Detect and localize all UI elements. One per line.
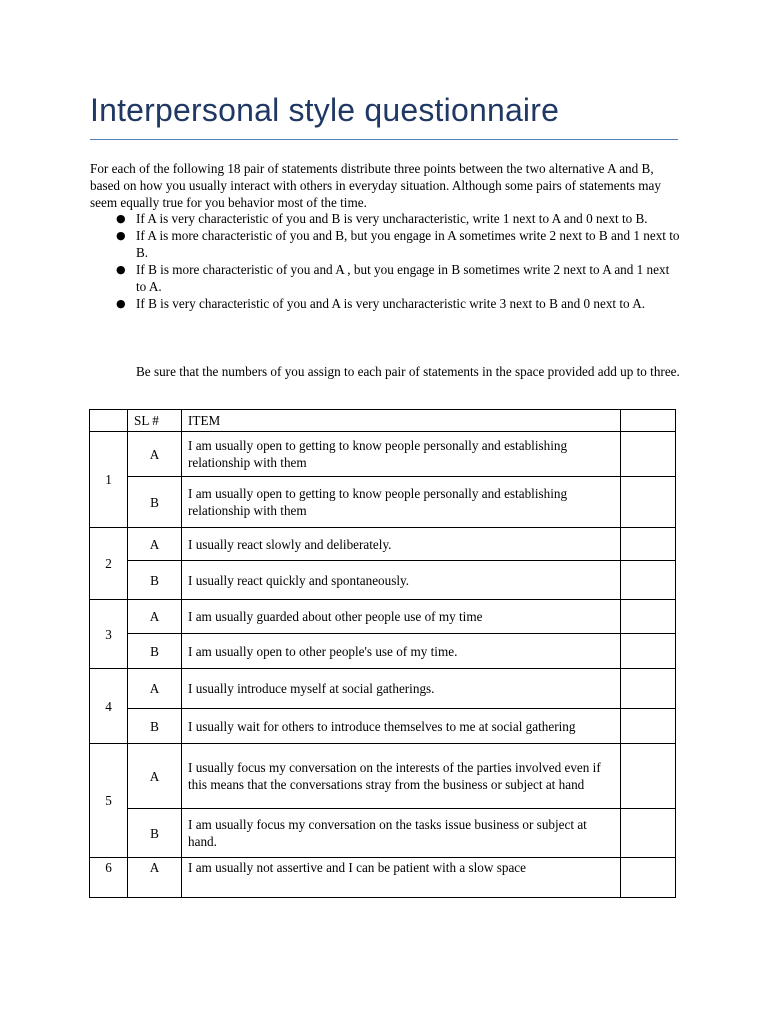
option-label: B (128, 477, 182, 528)
score-cell[interactable] (621, 669, 676, 709)
pair-number: 6 (90, 858, 128, 898)
header-cell-sl: SL # (128, 410, 182, 432)
instructions-list (90, 210, 680, 312)
table-row (90, 669, 676, 709)
option-label: A (128, 744, 182, 809)
pair-number: 1 (90, 432, 128, 528)
statement-text: I am usually not assertive and I can be patient with a slow space (182, 858, 621, 898)
list-item: ● If B is more characteristic of you and A , but you engage in B sometimes write 2 next to A and 1 next to A. (116, 262, 670, 294)
bullet-icon: ● (116, 263, 126, 276)
pair-number: 4 (90, 669, 128, 744)
table-row (90, 634, 676, 669)
questionnaire-table (89, 409, 676, 898)
score-cell[interactable] (621, 809, 676, 858)
table-row (90, 858, 676, 898)
bullet-icon: ● (116, 229, 126, 242)
table-row (90, 561, 676, 600)
table-row (90, 432, 676, 477)
title-underline (90, 139, 678, 140)
table-header-row (90, 410, 676, 432)
option-label: A (128, 858, 182, 898)
option-label: B (128, 709, 182, 744)
statement-text: I am usually open to getting to know people personally and establishing relationship with them (182, 432, 621, 477)
list-item: ● If A is very characteristic of you and B is very uncharacteristic, write 1 next to A and 0 next to B. (116, 211, 648, 226)
statement-text: I am usually open to other people's use of my time. (182, 634, 621, 669)
statement-text: I usually wait for others to introduce themselves to me at social gathering (182, 709, 621, 744)
score-cell[interactable] (621, 709, 676, 744)
instructions-note: Be sure that the numbers of you assign to each pair of statements in the space provided add up to three. (136, 364, 680, 379)
header-cell-number (90, 410, 128, 432)
instructions-paragraph: For each of the following 18 pair of statements distribute three points between the two alternative A and B, based on how you usually interact with others in everyday situation. Although some pairs of statements may seem equally true for you behavior most of the time. (90, 161, 661, 210)
pair-number: 3 (90, 600, 128, 669)
page-title: Interpersonal style questionnaire (90, 92, 560, 128)
score-cell[interactable] (621, 858, 676, 898)
statement-text: I usually react quickly and spontaneously. (182, 561, 621, 600)
score-cell[interactable] (621, 600, 676, 634)
option-label: A (128, 528, 182, 561)
table-row (90, 744, 676, 809)
pair-number: 2 (90, 528, 128, 600)
statement-text: I usually react slowly and deliberately. (182, 528, 621, 561)
table-row (90, 528, 676, 561)
score-cell[interactable] (621, 634, 676, 669)
statement-text: I am usually guarded about other people use of my time (182, 600, 621, 634)
bullet-icon: ● (116, 212, 126, 225)
option-label: A (128, 432, 182, 477)
score-cell[interactable] (621, 477, 676, 528)
bullet-icon: ● (116, 297, 126, 310)
score-cell[interactable] (621, 561, 676, 600)
statement-text: I am usually open to getting to know people personally and establishing relationship with them (182, 477, 621, 528)
header-cell-score (621, 410, 676, 432)
score-cell[interactable] (621, 744, 676, 809)
score-cell[interactable] (621, 528, 676, 561)
table-row (90, 600, 676, 634)
table-row (90, 477, 676, 528)
option-label: B (128, 634, 182, 669)
option-label: B (128, 809, 182, 858)
table-row (90, 809, 676, 858)
list-item: ● If A is more characteristic of you and B, but you engage in A sometimes write 2 next to B and 1 next to B. (116, 228, 680, 260)
header-cell-item: ITEM (182, 410, 621, 432)
statement-text: I usually focus my conversation on the interests of the parties involved even if this means that the conversations stray from the business or subject at hand (182, 744, 621, 809)
option-label: A (128, 669, 182, 709)
table-row (90, 709, 676, 744)
option-label: A (128, 600, 182, 634)
statement-text: I usually introduce myself at social gatherings. (182, 669, 621, 709)
option-label: B (128, 561, 182, 600)
list-item: ● If B is very characteristic of you and A is very uncharacteristic write 3 next to B and 0 next to A. (116, 296, 646, 311)
score-cell[interactable] (621, 432, 676, 477)
statement-text: I am usually focus my conversation on the tasks issue business or subject at hand. (182, 809, 621, 858)
pair-number: 5 (90, 744, 128, 858)
